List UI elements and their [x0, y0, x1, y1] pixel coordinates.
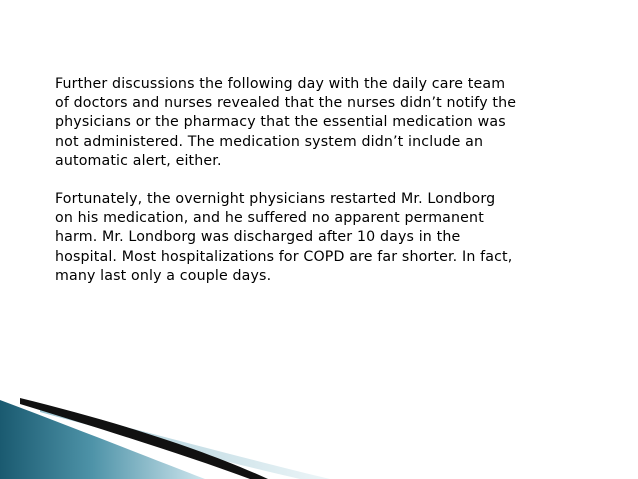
text-line: Fortunately, the overnight physicians restarted Mr. Londborg	[55, 191, 496, 208]
teal-wedge-shape	[0, 400, 205, 479]
text-line: on his medication, and he suffered no apparent permanent	[55, 210, 484, 227]
paragraph-2	[55, 190, 575, 286]
text-line: Further discussions the following day with the daily care team	[55, 76, 506, 92]
paragraph-1	[55, 75, 575, 171]
text-line: automatic alert, either.	[55, 152, 222, 169]
body-text	[55, 75, 575, 286]
text-line: hospital. Most hospitalizations for COPD are far shorter. In fact,	[55, 248, 513, 265]
text-line: of doctors and nurses revealed that the nurses didn’t notify the	[55, 95, 517, 112]
text-line: many last only a couple days.	[55, 267, 272, 284]
text-line: physicians or the pharmacy that the essential medication was	[55, 114, 506, 131]
text-line: not administered. The medication system didn’t include an	[55, 133, 484, 150]
text-line: harm. Mr. Londborg was discharged after 10 days in the	[55, 229, 461, 246]
